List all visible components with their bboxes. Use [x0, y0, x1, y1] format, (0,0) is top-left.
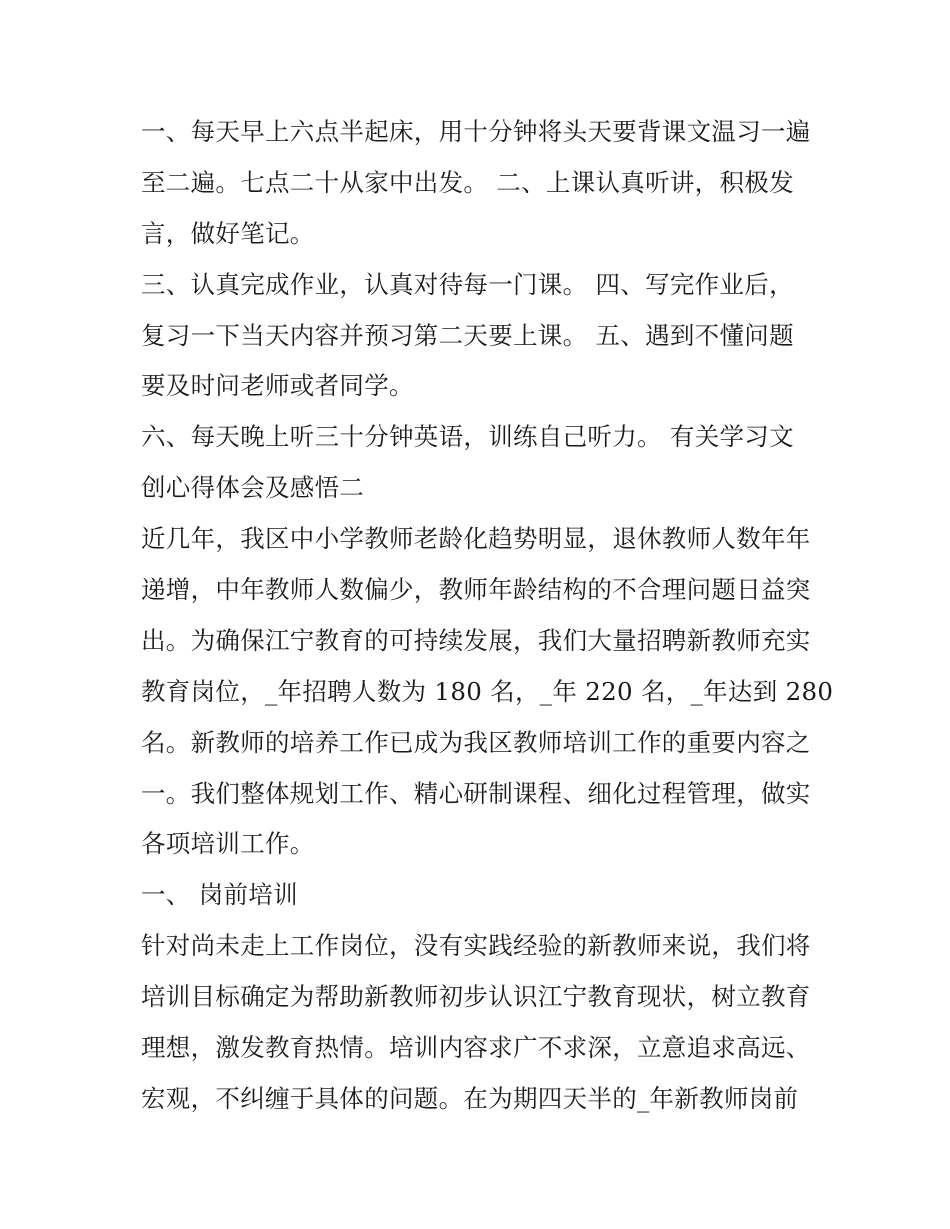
document-body [141, 107, 834, 1125]
text-line: 至二遍。七点二十从家中出发。 二、上课认真听讲，积极发 [141, 167, 794, 197]
text-line: 言，做好笔记。 [141, 218, 315, 248]
text-line: 培训目标确定为帮助新教师初步认识江宁教育现状，树立教育 [141, 982, 811, 1012]
text-line: 教育岗位，_年招聘人数为 180 名，_年 220 名，_年达到 280 [141, 676, 834, 706]
text-line: 一。我们整体规划工作、精心研制课程、细化过程管理，做实 [141, 778, 811, 808]
text-line: 递增，中年教师人数偏少，教师年龄结构的不合理问题日益突 [141, 575, 811, 605]
text-line: 理想，激发教育热情。培训内容求广不求深，立意追求高远、 [141, 1033, 811, 1063]
text-line: 宏观，不纠缠于具体的问题。在为期四天半的_年新教师岗前 [141, 1083, 799, 1113]
text-line: 要及时问老师或者同学。 [141, 371, 414, 401]
text-line: 三、认真完成作业，认真对待每一门课。 四、写完作业后， [141, 269, 794, 299]
text-line: 出。为确保江宁教育的可持续发展，我们大量招聘新教师充实 [141, 625, 811, 655]
text-line: 近几年，我区中小学教师老龄化趋势明显，退休教师人数年年 [141, 524, 811, 554]
text-line: 一、每天早上六点半起床，用十分钟将头天要背课文温习一遍 [141, 117, 811, 146]
text-line: 各项培训工作。 [141, 829, 315, 859]
section-title: 创心得体会及感悟二 [141, 473, 365, 503]
text-line: 复习一下当天内容并预习第二天要上课。 五、遇到不懂问题 [141, 320, 794, 350]
text-line: 名。新教师的培养工作已成为我区教师培训工作的重要内容之 [141, 727, 811, 757]
text-line: 六、每天晚上听三十分钟英语，训练自己听力。 有关学习文 [141, 422, 794, 452]
text-line: 针对尚未走上工作岗位，没有实践经验的新教师来说，我们将 [141, 931, 811, 961]
subsection-heading: 一、 岗前培训 [141, 880, 298, 910]
